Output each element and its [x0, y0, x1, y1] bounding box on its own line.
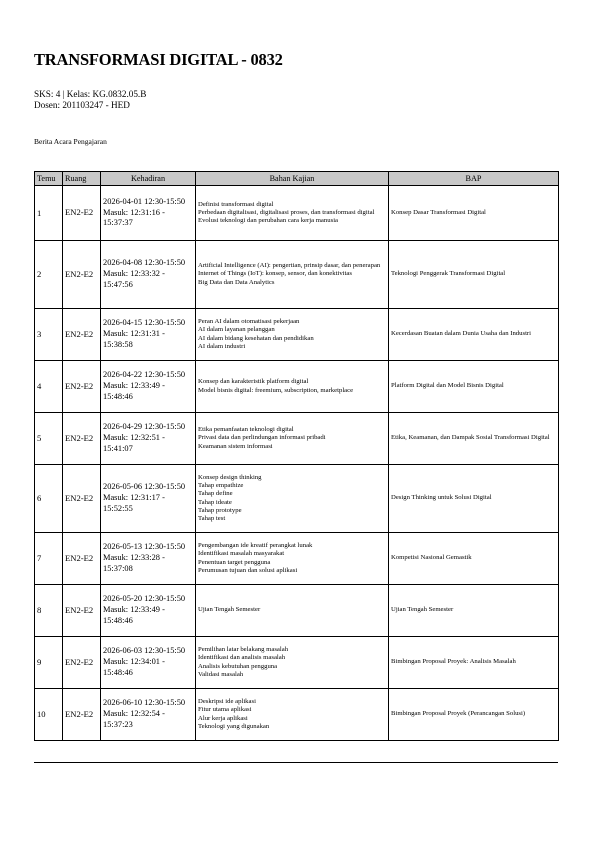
sks-class-line: SKS: 4 | Kelas: KG.0832.05.B	[34, 89, 147, 99]
meeting-number: 2	[35, 241, 63, 309]
column-header-ruang: Ruang	[63, 172, 101, 186]
study-material-item: Peran AI dalam otomatisasi pekerjaan	[198, 318, 300, 326]
session-time: 2026-04-22 12:30-15:50	[103, 370, 186, 380]
study-material-item: AI dalam layanan pelanggan	[198, 326, 275, 334]
column-header-temu: Temu	[35, 172, 63, 186]
study-material-item: Konsep design thinking	[198, 473, 262, 481]
study-material-item: Validasi masalah	[198, 670, 244, 678]
study-material-cell	[196, 533, 389, 585]
bottom-divider	[34, 762, 558, 763]
study-material-item: Tahap define	[198, 490, 233, 498]
check-in-time: Masuk: 12:32:54 - 15:37:23	[103, 709, 165, 729]
room-cell: EN2-E2	[63, 465, 101, 533]
study-material-item: Teknologi yang digunakan	[198, 722, 270, 730]
bap-cell: Design Thinking untuk Solusi Digital	[389, 465, 559, 533]
check-in-time: Masuk: 12:34:01 - 15:48:46	[103, 657, 165, 677]
study-material-item: AI dalam industri	[198, 342, 246, 350]
session-time: 2026-04-01 12:30-15:50	[103, 196, 186, 206]
room-cell: EN2-E2	[63, 689, 101, 741]
column-header-kehadiran: Kehadiran	[101, 172, 196, 186]
table-row	[35, 186, 559, 241]
study-material-item: Ujian Tengah Semester	[198, 606, 261, 614]
check-in-time: Masuk: 12:33:28 - 15:37:08	[103, 553, 165, 573]
study-material-item: Tahap test	[198, 514, 226, 522]
session-time: 2026-06-03 12:30-15:50	[103, 646, 186, 656]
table-row	[35, 361, 559, 413]
study-material-item: AI dalam bidang kesehatan dan pendidikan	[198, 334, 314, 342]
table-row	[35, 241, 559, 309]
attendance-cell	[101, 585, 196, 637]
meeting-number: 10	[35, 689, 63, 741]
study-material-item: Pemilihan latar belakang masalah	[198, 646, 289, 654]
check-in-time: Masuk: 12:32:51 - 15:41:07	[103, 433, 165, 453]
meeting-number: 1	[35, 186, 63, 241]
attendance-cell	[101, 413, 196, 465]
session-time: 2026-04-08 12:30-15:50	[103, 258, 186, 268]
study-material-item: Definisi transformasi digital	[198, 200, 274, 208]
bap-cell: Kecerdasan Buatan dalam Dunia Usaha dan Industri	[389, 309, 559, 361]
section-title: Berita Acara Pengajaran	[34, 137, 107, 146]
attendance-cell	[101, 309, 196, 361]
study-material-cell	[196, 361, 389, 413]
study-material-item: Analisis kebutuhan pengguna	[198, 662, 278, 670]
check-in-time: Masuk: 12:33:49 - 15:48:46	[103, 605, 165, 625]
meeting-number: 7	[35, 533, 63, 585]
meeting-number: 8	[35, 585, 63, 637]
study-material-item: Evolusi teknologi dan perubahan cara kerja manusia	[198, 217, 339, 225]
study-material-cell	[196, 309, 389, 361]
room-cell: EN2-E2	[63, 585, 101, 637]
teaching-record-table	[34, 171, 559, 741]
session-time: 2026-04-29 12:30-15:50	[103, 422, 186, 432]
study-material-cell	[196, 585, 389, 637]
study-material-item: Alur kerja aplikasi	[198, 714, 248, 722]
room-cell: EN2-E2	[63, 413, 101, 465]
study-material-item: Pengembangan ide kreatif perangkat lunak	[198, 542, 313, 550]
attendance-cell	[101, 241, 196, 309]
study-material-item: Keamanan sistem informasi	[198, 442, 273, 450]
session-time: 2026-06-10 12:30-15:50	[103, 698, 186, 708]
study-material-item: Penentuan target pengguna	[198, 558, 271, 566]
study-material-cell	[196, 637, 389, 689]
attendance-cell	[101, 533, 196, 585]
table-row	[35, 637, 559, 689]
study-material-cell	[196, 186, 389, 241]
check-in-time: Masuk: 12:31:16 - 15:37:37	[103, 207, 165, 228]
table-row	[35, 585, 559, 637]
column-header-bahan-kajian: Bahan Kajian	[196, 172, 389, 186]
table-row	[35, 465, 559, 533]
session-time: 2026-04-15 12:30-15:50	[103, 318, 186, 328]
table-body	[35, 186, 559, 741]
meeting-number: 5	[35, 413, 63, 465]
bap-cell: Ujian Tengah Semester	[389, 585, 559, 637]
table-row	[35, 533, 559, 585]
session-time: 2026-05-06 12:30-15:50	[103, 482, 186, 492]
study-material-item: Perbedaan digitalisasi, digitalisasi proses, dan transformasi digital	[198, 208, 375, 216]
attendance-cell	[101, 465, 196, 533]
study-material-item: Konsep dan karakteristik platform digital	[198, 378, 309, 386]
study-material-item: Etika pemanfaatan teknologi digital	[198, 426, 294, 434]
attendance-cell	[101, 689, 196, 741]
study-material-item: Tahap empathize	[198, 482, 244, 490]
study-material-cell	[196, 241, 389, 309]
course-title: TRANSFORMASI DIGITAL - 0832	[34, 50, 283, 69]
session-time: 2026-05-20 12:30-15:50	[103, 594, 186, 604]
meeting-number: 6	[35, 465, 63, 533]
bap-cell: Bimbingan Proposal Proyek (Perancangan Solusi)	[389, 689, 559, 741]
meeting-number: 9	[35, 637, 63, 689]
study-material-item: Tahap ideate	[198, 498, 232, 506]
room-cell: EN2-E2	[63, 533, 101, 585]
meeting-number: 4	[35, 361, 63, 413]
study-material-cell	[196, 465, 389, 533]
bap-cell: Konsep Dasar Transformasi Digital	[389, 186, 559, 241]
study-material-item: Artificial Intelligence (AI): pengertian, prinsip dasar, dan penerapan	[198, 262, 381, 270]
attendance-cell	[101, 361, 196, 413]
bap-cell: Etika, Keamanan, dan Dampak Sosial Transformasi Digital	[389, 413, 559, 465]
study-material-item: Big Data dan Data Analytics	[198, 278, 275, 286]
table-row	[35, 309, 559, 361]
table-header-row	[35, 172, 559, 186]
study-material-item: Deskripsi ide aplikasi	[198, 698, 256, 706]
lecturer-line: Dosen: 201103247 - HED	[34, 100, 130, 110]
attendance-cell	[101, 637, 196, 689]
study-material-item: Model bisnis digital: freemium, subscription, marketplace	[198, 386, 354, 394]
study-material-item: Privasi data dan perlindungan informasi pribadi	[198, 434, 326, 442]
study-material-cell	[196, 413, 389, 465]
room-cell: EN2-E2	[63, 309, 101, 361]
room-cell: EN2-E2	[63, 241, 101, 309]
study-material-item: Identifikasi masalah masyarakat	[198, 550, 285, 558]
study-material-item: Internet of Things (IoT): konsep, sensor, dan konektivitas	[198, 270, 352, 278]
table-row	[35, 689, 559, 741]
check-in-time: Masuk: 12:33:32 - 15:47:56	[103, 269, 165, 289]
table-row	[35, 413, 559, 465]
column-header-bap: BAP	[389, 172, 559, 186]
bap-cell: Kompetisi Nasional Gemastik	[389, 533, 559, 585]
check-in-time: Masuk: 12:31:31 - 15:38:58	[103, 329, 165, 349]
study-material-cell	[196, 689, 389, 741]
study-material-item: Fitur utama aplikasi	[198, 706, 252, 714]
bap-cell: Teknologi Penggerak Transformasi Digital	[389, 241, 559, 309]
study-material-item: Identifikasi dan analisis masalah	[198, 654, 286, 662]
check-in-time: Masuk: 12:31:17 - 15:52:55	[103, 493, 165, 513]
attendance-cell	[101, 186, 196, 241]
room-cell: EN2-E2	[63, 637, 101, 689]
study-material-item: Perumusan tujuan dan solusi aplikasi	[198, 566, 298, 574]
check-in-time: Masuk: 12:33:49 - 15:48:46	[103, 381, 165, 401]
bap-cell: Platform Digital dan Model Bisnis Digital	[389, 361, 559, 413]
room-cell: EN2-E2	[63, 361, 101, 413]
room-cell: EN2-E2	[63, 186, 101, 241]
study-material-item: Tahap prototype	[198, 506, 242, 514]
bap-cell: Bimbingan Proposal Proyek: Analisis Masalah	[389, 637, 559, 689]
meeting-number: 3	[35, 309, 63, 361]
session-time: 2026-05-13 12:30-15:50	[103, 542, 186, 552]
